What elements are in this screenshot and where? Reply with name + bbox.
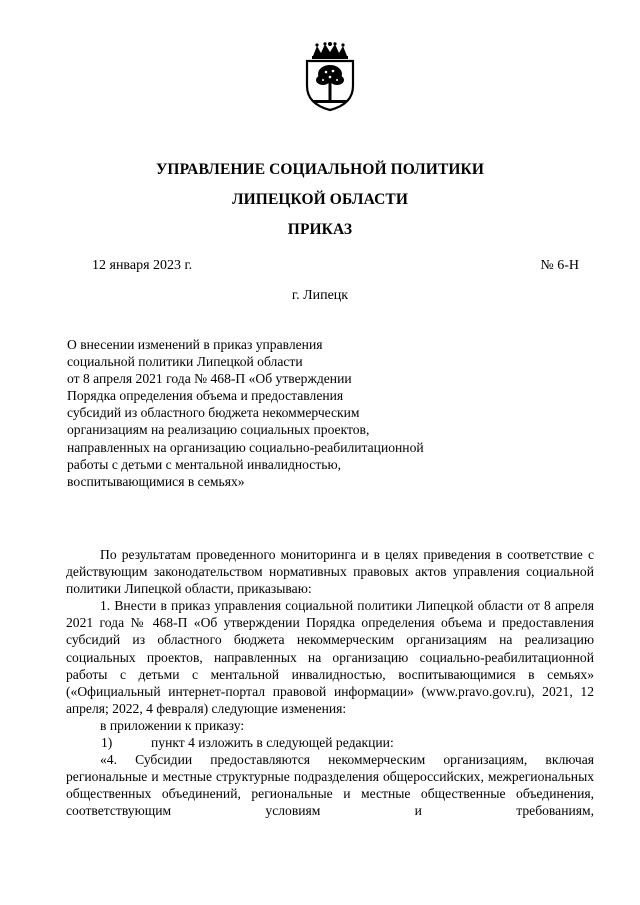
subitem-text: пункт 4 изложить в следующей редакции: (151, 735, 394, 751)
subject-line: Порядка определения объема и предоставления (67, 388, 344, 404)
preamble-paragraph: По результатам проведенного мониторинга и в целях приведения в соответствие с действующим законодательством нормативных правовых актов управления социальной политики Липецкой области, приказываю: (66, 547, 594, 597)
subject-line: работы с детьми с ментальной инвалидностью, (67, 456, 342, 472)
document-city: г. Липецк (291, 288, 349, 303)
subitem-number: 1) (101, 735, 113, 751)
coat-of-arms-icon (299, 42, 361, 112)
org-name-line1: УПРАВЛЕНИЕ СОЦИАЛЬНОЙ ПОЛИТИКИ (155, 161, 485, 178)
document-type: ПРИКАЗ (287, 221, 353, 238)
subject-line: направленных на организацию социально-реабилитационной (67, 439, 424, 455)
org-name-line2: ЛИПЕЦКОЙ ОБЛАСТИ (232, 191, 408, 208)
quote-paragraph: «4. Субсидии предоставляются некоммерческим организациям, включая региональные и местные структурные подразделения общероссийских, межрегиональных общественных объединений, региональные и местные общественные объединения, соответствующим условиям и требованиям, (66, 752, 594, 819)
subject-line: организациям на реализацию социальных проектов, (67, 422, 370, 438)
subject-line: социальной политики Липецкой области (67, 354, 303, 370)
document-date: 12 января 2023 г. (92, 258, 193, 273)
subject-line: воспитывающимися в семьях» (67, 473, 245, 489)
item-1-paragraph: 1. Внести в приказ управления социальной политики Липецкой области от 8 апреля 2021 года № 468-П «Об утверждении Порядка определения объема и предоставления субсидий из областного бюджета некоммерческим организациям на реализацию социальных проектов, направленных на организацию социально-реабилитационной работы с детьми с ментальной инвалидностью, воспитывающимися в семьях» («Официальный интернет-портал правовой информации» (www.pravo.gov.ru), 2021, 12 апреля; 2022, 4 февраля) следующие изменения: (66, 598, 594, 716)
subject-line: О внесении изменений в приказ управления (67, 337, 323, 352)
document-body (66, 546, 594, 820)
appendix-paragraph: в приложении к приказу: (100, 717, 245, 733)
subitem-row (66, 734, 594, 751)
document-number: № 6-Н (540, 258, 579, 273)
document-subject (67, 336, 487, 490)
subject-line: от 8 апреля 2021 года № 468-П «Об утверждении (67, 371, 352, 387)
subject-line: субсидий из областного бюджета некоммерческим (67, 405, 360, 421)
